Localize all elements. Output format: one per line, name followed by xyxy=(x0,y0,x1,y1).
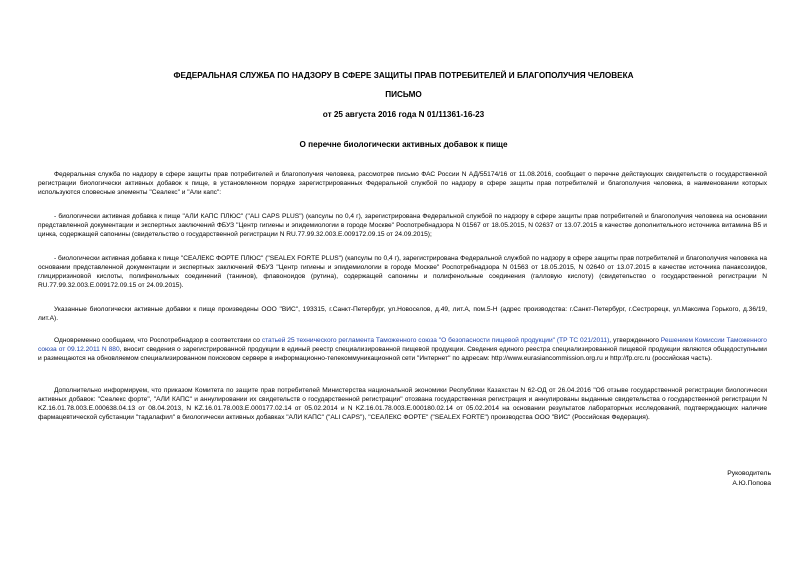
paragraph-intro-text: Федеральная служба по надзору в сфере защиты прав потребителей и благополучия человека, рассмотрев письмо ФАС России N АД/55174/16 от 11.08.2016, сообщает о перечне действующих свидетельств о государственной регистрации биологически активных добавок к пище, в установленном порядке зарегистрированных Федеральной службой по надзору в сфере защиты прав потребителей и благополучия человека, в наименовании которых используются словесные элементы "Сеалекс" и "Али капс": xyxy=(38,171,767,196)
agency-heading: ФЕДЕРАЛЬНАЯ СЛУЖБА ПО НАДЗОРУ В СФЕРЕ ЗАЩИТЫ ПРАВ ПОТРЕБИТЕЛЕЙ И БЛАГОПОЛУЧИЯ ЧЕЛОВЕКА xyxy=(173,71,634,80)
paragraph-sealex xyxy=(38,254,767,290)
date-number-heading: от 25 августа 2016 года N 01/11361-16-23 xyxy=(322,110,485,119)
paragraph-registry-text-c: , вносит сведения о зарегистрированной продукции в единый реестр специализированной пищевой продукции. Сведения единого реестра специализированной пищевой продукции являются общедоступными и размещаются на обновляемом специализированном поисковом сервере в информационно-телекоммуникационной сети "Интернет" по адресам: http://www.eurasiancommission.org.ru и http://fp.crc.ru (российская часть). xyxy=(38,346,767,362)
paragraph-registry xyxy=(38,336,767,363)
paragraph-manufacturer xyxy=(38,305,767,323)
paragraph-kazakhstan-text: Дополнительно информируем, что приказом Комитета по защите прав потребителей Министерства национальной экономики Республики Казахстан N 62-ОД от 26.04.2016 "Об отзыве государственной регистрации биологически активных добавок: "Сеалекс форте", "АЛИ КАПС" и аннулировании их свидетельств о государственной регистрации" отозвана государственная регистрация и аннулированы выданные свидетельства о государственной регистрации N KZ.16.01.78.003.Е.000638.04.13 от 08.04.2013, N KZ.16.01.78.003.Е.000177.02.14 от 05.02.2014 и N KZ.16.01.78.003.Е.000180.02.14 от 05.02.2014 на основании результатов лабораторных исследований, подтверждающих наличие фармацевтической субстанции "тадалафил" в биологически активных добавках "АЛИ КАПС" ("ALI CAPS"), "СЕАЛЕКС ФОРТЕ" ("SEALEX FORTE") производства ООО "ВИС" (Российская Федерация). xyxy=(38,387,767,421)
signature-name: А.Ю.Попова xyxy=(732,480,771,487)
paragraph-registry-text-a: Одновременно сообщаем, что Роспотребнадзор в соответствии со xyxy=(54,337,262,344)
document-type-heading: ПИСЬМО xyxy=(385,90,422,99)
paragraph-intro xyxy=(38,170,767,197)
link-commission-decision[interactable]: Решением Комиссии Таможенного союза от 09.12.2011 N 880 xyxy=(38,337,767,353)
paragraph-ali-caps xyxy=(38,212,767,239)
paragraph-sealex-text: - биологически активная добавка к пище "СЕАЛЕКС ФОРТЕ ПЛЮС" ("SEALEX FORTE PLUS") (капсулы по 0,4 г), зарегистрирована Федеральной службой по надзору в сфере защиты прав потребителей и благополучия человека на основании представленной документации и экспертных заключений ФБУЗ "Центр гигиены и эпидемиологии в городе Москве" Роспотребнадзора N 01563 от 18.05.2015, N 02640 от 13.07.2015 в качестве источника панаксозидов, глицирризиновой кислоты, полифенольных соединений (танинов), флавоноидов (рутина), содержащей сапонины и полифенольные соединения (галловую кислоту) (свидетельство о государственной регистрации N RU.77.99.32.003.Е.009172.09.15 от 24.09.2015). xyxy=(38,255,767,289)
paragraph-registry-text-b: , утвержденного xyxy=(609,337,661,344)
paragraph-manufacturer-text: Указанные биологически активные добавки к пище произведены ООО "ВИС", 193315, г.Санкт-Петербург, ул.Новоселов, д.49, лит.А, пом.5-Н (адрес производства: г.Санкт-Петербург, г.Сестрорецк, ул.Максима Горького, д.36/19, лит.А). xyxy=(38,306,767,322)
paragraph-ali-caps-text: - биологически активная добавка к пище "АЛИ КАПС ПЛЮС" ("ALI CAPS PLUS") (капсулы по 0,4 г), зарегистрирована Федеральной службой по надзору в сфере защиты прав потребителей и благополучия человека на основании представленной документации и экспертных заключений ФБУЗ "Центр гигиены и эпидемиологии в городе Москве" Роспотребнадзора N 01567 от 18.05.2015, N 02637 от 13.07.2015 в качестве дополнительного источника витамина В5 и цинка, содержащей сапонины (свидетельство о государственной регистрации N RU.77.99.32.003.Е.009172.09.15 от 24.09.2015); xyxy=(38,213,767,238)
signature-position: Руководитель xyxy=(727,470,771,477)
link-technical-regulation[interactable]: статьей 25 технического регламента Таможенного союза "О безопасности пищевой продукции" (ТР ТС 021/2011) xyxy=(261,337,610,344)
subject-heading: О перечне биологически активных добавок к пище xyxy=(299,140,508,149)
paragraph-kazakhstan xyxy=(38,386,767,422)
